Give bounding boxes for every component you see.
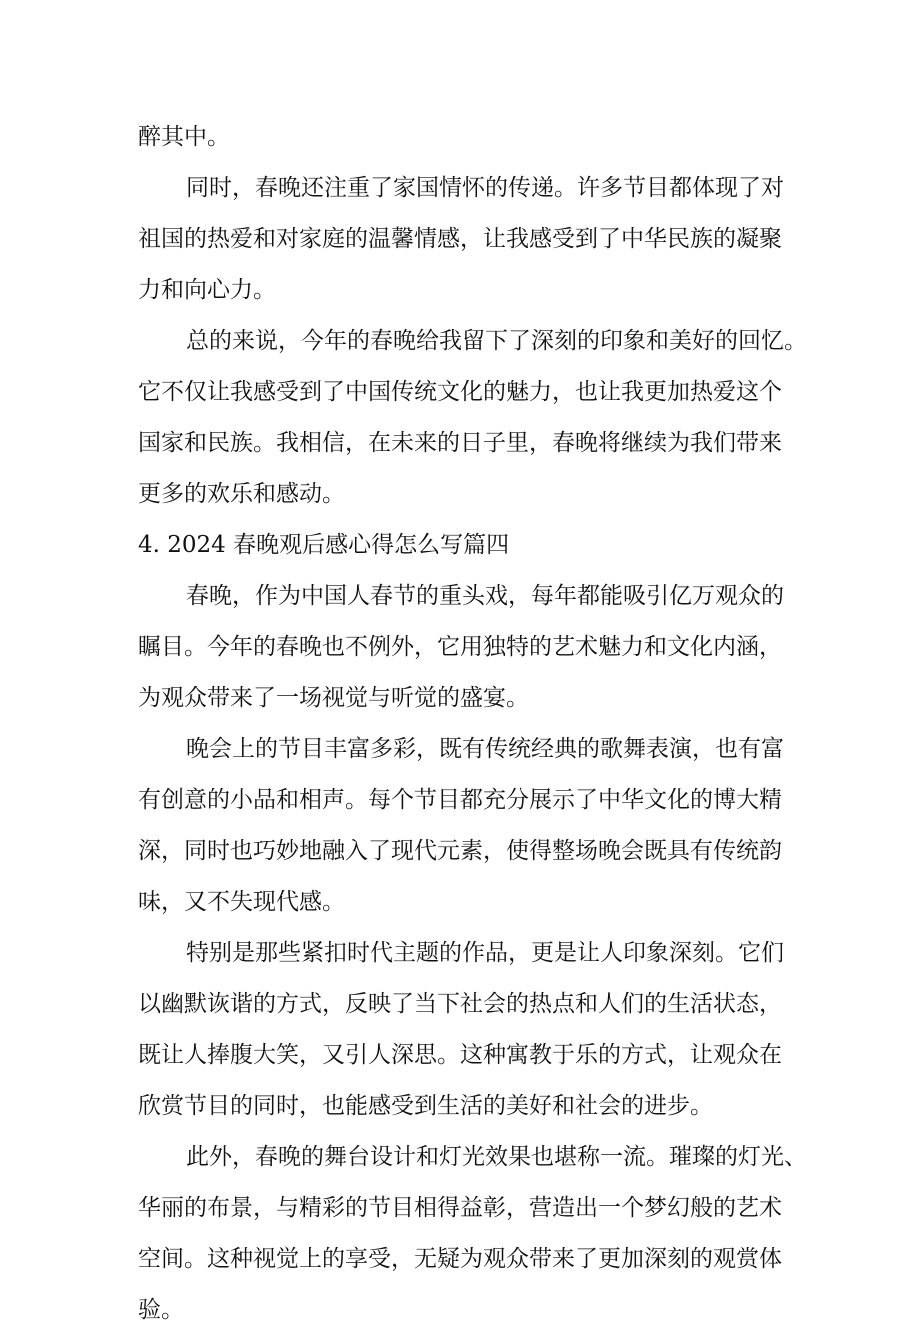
paragraph-line: 祖国的热爱和对家庭的温馨情感，让我感受到了中华民族的凝聚 (138, 226, 782, 252)
paragraph-line: 以幽默诙谐的方式，反映了当下社会的热点和人们的生活状态， (138, 991, 782, 1017)
section-heading: 4. 2024 春晚观后感心得怎么写篇四 (138, 532, 510, 558)
document-body (138, 112, 807, 1336)
paragraph-line: 晚会上的节目丰富多彩，既有传统经典的歌舞表演，也有富 (186, 736, 784, 762)
paragraph-line: 为观众带来了一场视觉与听觉的盛宴。 (138, 685, 529, 711)
paragraph-line: 空间。这种视觉上的享受，无疑为观众带来了更加深刻的观赏体 (138, 1246, 782, 1272)
paragraph-line: 验。 (138, 1297, 184, 1323)
paragraph-line: 它不仅让我感受到了中国传统文化的魅力，也让我更加热爱这个 (138, 379, 782, 405)
paragraph-line: 华丽的布景，与精彩的节目相得益彰，营造出一个梦幻般的艺术 (138, 1195, 782, 1221)
paragraph-line: 特别是那些紧扣时代主题的作品，更是让人印象深刻。它们 (186, 940, 784, 966)
paragraph-line: 醉其中。 (138, 124, 230, 150)
paragraph-line: 欣赏节目的同时，也能感受到生活的美好和社会的进步。 (138, 1093, 713, 1119)
paragraph-line: 同时，春晚还注重了家国情怀的传递。许多节目都体现了对 (186, 175, 784, 201)
paragraph-line: 总的来说，今年的春晚给我留下了深刻的印象和美好的回忆。 (186, 328, 807, 354)
paragraph-line: 深，同时也巧妙地融入了现代元素，使得整场晚会既具有传统韵 (138, 838, 782, 864)
paragraph-line: 有创意的小品和相声。每个节目都充分展示了中华文化的博大精 (138, 787, 782, 813)
paragraph-line: 瞩目。今年的春晚也不例外，它用独特的艺术魅力和文化内涵， (138, 634, 782, 660)
paragraph-line: 国家和民族。我相信，在未来的日子里，春晚将继续为我们带来 (138, 430, 782, 456)
paragraph-line: 此外，春晚的舞台设计和灯光效果也堪称一流。璀璨的灯光、 (186, 1144, 807, 1170)
paragraph-line: 更多的欢乐和感动。 (138, 481, 345, 507)
paragraph-line: 既让人捧腹大笑，又引人深思。这种寓教于乐的方式，让观众在 (138, 1042, 782, 1068)
paragraph-line: 春晚，作为中国人春节的重头戏，每年都能吸引亿万观众的 (186, 583, 784, 609)
paragraph-line: 味，又不失现代感。 (138, 889, 345, 915)
paragraph-line: 力和向心力。 (138, 277, 276, 303)
